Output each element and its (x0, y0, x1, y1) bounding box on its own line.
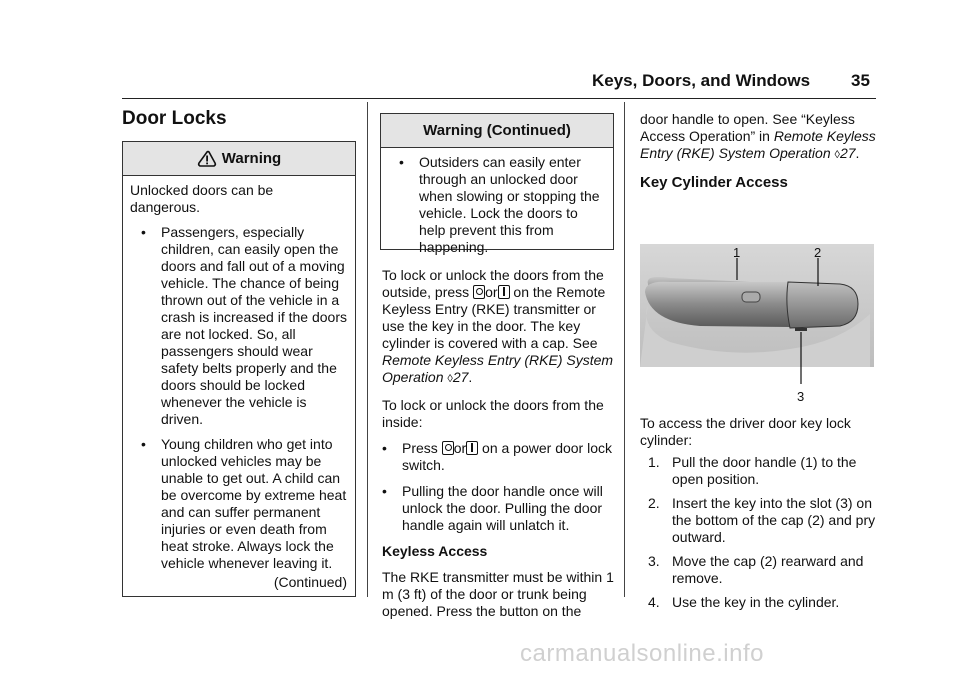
callout-label-3: 3 (797, 389, 805, 404)
subsection-title: Key Cylinder Access (640, 174, 788, 191)
paragraph-lock-outside: To lock or unlock the doors from the outside, press or on the Remote Keyless Entry (RKE) transmitter or use the key in the door. The key cylinder is covered with a cap. See Remote Keyless Entry (RKE) System Operation ◊27. (382, 267, 614, 385)
section-title: Door Locks (122, 108, 227, 129)
warning-icon (197, 150, 217, 168)
keyless-access-heading: Keyless Access (382, 543, 488, 559)
key-cylinder-steps (640, 415, 876, 611)
warning-continued-box (380, 113, 614, 255)
cross-reference: Remote Keyless Entry (RKE) System Operation (640, 128, 876, 161)
keyless-button (742, 292, 760, 302)
warning-bullet: • Young children who get into unlocked vehicles may be unable to get out. A child can be overcome by extreme heat and can suffer permanent injuries or even death from heat stroke. Always lock the vehicle whenever leaving it. (141, 436, 347, 571)
column-2-body (382, 267, 614, 620)
steps-intro: To access the driver door key lock cylinder: (640, 415, 851, 448)
warning-box (122, 141, 356, 597)
list-item: 4. Use the key in the cylinder. (648, 594, 840, 610)
warning-bullet: • Passengers, especially children, can easily open the doors and fall out of a moving vehicle. The chance of being thrown out of the vehicle in a crash is increased if the doors are not locked. So, all passengers should wear safety belts properly and the doors should be locked whenever the vehicle is driven. (141, 224, 347, 427)
column-3-body (640, 111, 876, 191)
watermark: carmanualsonline.info (520, 640, 764, 667)
unlock-icon (498, 285, 510, 299)
list-item: 2. Insert the key into the slot (3) on the bottom of the cap (2) and pry outward. (648, 495, 876, 545)
column-divider-2 (624, 102, 625, 597)
warning-box-header (123, 142, 355, 176)
page-ref-arrow-icon: ◊ (834, 149, 840, 161)
lock-icon (473, 285, 485, 299)
continued-note: (Continued) (273, 574, 347, 590)
warning-intro: Unlocked doors can be dangerous. (130, 182, 274, 215)
callout-label-2: 2 (814, 245, 822, 260)
callout-label-1: 1 (733, 245, 741, 260)
warning-continued-header: Warning (Continued) (381, 114, 613, 148)
running-header-title: Keys, Doors, and Windows (592, 71, 811, 90)
list-item: • Pulling the door handle once will unlock the door. Pulling the door handle again will unlatch it. (382, 483, 603, 533)
paragraph-continued: door handle to open. See “Keyless Access Operation” in Remote Keyless Entry (RKE) System Operation ◊27. (640, 111, 876, 161)
key-slot (795, 328, 807, 331)
list-item: 3. Move the cap (2) rearward and remove. (648, 553, 864, 586)
unlock-icon (466, 441, 478, 455)
door-handle-figure (640, 244, 876, 404)
cross-reference: Remote Keyless Entry (RKE) System Operation (382, 352, 614, 385)
cylinder-cap (787, 282, 858, 328)
lock-icon (442, 441, 454, 455)
page-ref-arrow-icon: ◊ (447, 373, 453, 385)
list-item: 1. Pull the door handle (1) to the open position. (648, 454, 857, 487)
column-divider-1 (367, 102, 368, 597)
warning-heading: Warning (221, 150, 282, 167)
header-rule (122, 98, 876, 99)
keyless-access-text: The RKE transmitter must be within 1 m (3 ft) of the door or trunk being opened. Press the button on the (382, 569, 614, 619)
warning-bullet: • Outsiders can easily enter through an unlocked door when slowing or stopping the vehicle. Lock the doors to help prevent this from happening. (399, 154, 600, 255)
page-number: 35 (851, 71, 870, 90)
paragraph-lock-inside: To lock or unlock the doors from the inside: (382, 397, 604, 430)
list-item: • Press or on a power door lock switch. (382, 440, 612, 473)
